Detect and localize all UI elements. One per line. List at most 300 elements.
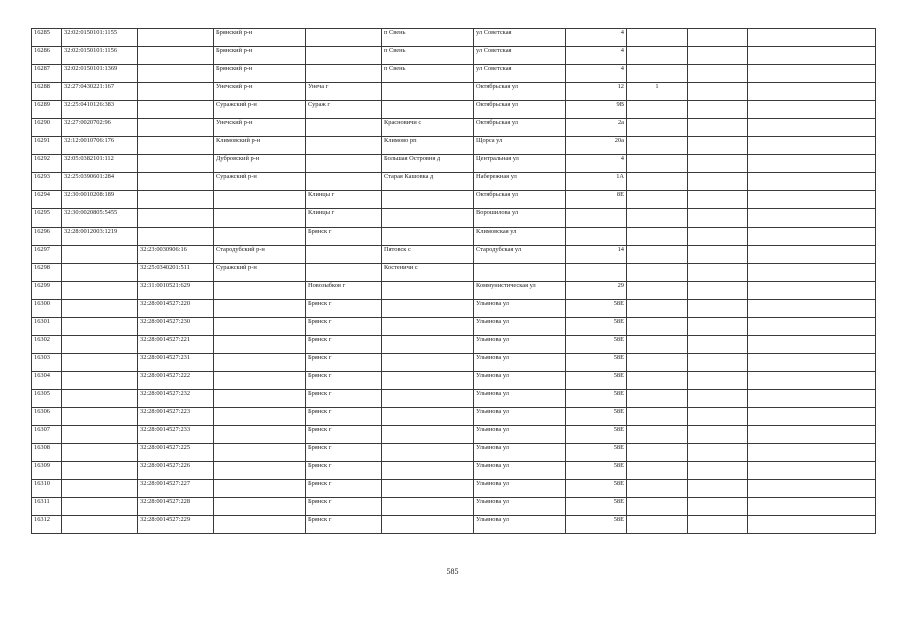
- table-row: [32, 498, 876, 516]
- table-row: [32, 83, 876, 101]
- cell-row-number: 16300: [32, 299, 62, 317]
- cell-settlement: [382, 426, 474, 444]
- cell-settlement: Большая Островня д: [382, 155, 474, 173]
- cell-extra: [688, 444, 748, 462]
- cell-row-number: 16298: [32, 263, 62, 281]
- cell-extra: [688, 462, 748, 480]
- cell-city: [306, 65, 382, 83]
- cell-district: [214, 299, 306, 317]
- cell-building: [627, 281, 688, 299]
- cell-cadastral-number-alt: 32:28:0014527:232: [138, 389, 214, 407]
- cell-cadastral-number-alt: [138, 119, 214, 137]
- cell-cadastral-number-alt: 32:28:0014527:226: [138, 462, 214, 480]
- cell-cadastral-number: [62, 498, 138, 516]
- cell-settlement: [382, 389, 474, 407]
- cell-house-number: 58Е: [566, 516, 627, 534]
- cell-city: [306, 173, 382, 191]
- cell-house-number: 58Е: [566, 480, 627, 498]
- cell-house-number: [566, 209, 627, 227]
- cell-street: Ульянова ул: [474, 444, 566, 462]
- cell-settlement: [382, 227, 474, 245]
- cell-district: Суражский р-н: [214, 173, 306, 191]
- table-row: [32, 299, 876, 317]
- cell-district: [214, 498, 306, 516]
- cell-city: [306, 119, 382, 137]
- cell-settlement: [382, 101, 474, 119]
- cell-building: [627, 498, 688, 516]
- cell-settlement: Костеничи с: [382, 263, 474, 281]
- cell-street: ул Советская: [474, 47, 566, 65]
- cell-extra: [688, 209, 748, 227]
- cell-district: Брянский р-н: [214, 29, 306, 47]
- cell-cadastral-number: [62, 353, 138, 371]
- table-row: [32, 426, 876, 444]
- cell-settlement: [382, 462, 474, 480]
- cell-city: [306, 263, 382, 281]
- cell-street: ул Советская: [474, 29, 566, 47]
- cell-city: Брянск г: [306, 480, 382, 498]
- cell-street: Коммунистическая ул: [474, 281, 566, 299]
- cell-settlement: [382, 371, 474, 389]
- cell-row-number: 16301: [32, 317, 62, 335]
- cell-settlement: [382, 407, 474, 425]
- cell-cadastral-number: 32:02:0150101:1155: [62, 29, 138, 47]
- cell-extra-2: [748, 516, 876, 534]
- cell-settlement: [382, 335, 474, 353]
- cell-building: [627, 480, 688, 498]
- table-row: [32, 317, 876, 335]
- cell-house-number: 8Е: [566, 191, 627, 209]
- cell-city: Сураж г: [306, 101, 382, 119]
- cell-city: Брянск г: [306, 371, 382, 389]
- cell-cadastral-number-alt: 32:28:0014527:228: [138, 498, 214, 516]
- cell-city: Брянск г: [306, 299, 382, 317]
- cell-cadastral-number: 32:05:0382101:112: [62, 155, 138, 173]
- table-row: [32, 335, 876, 353]
- cell-district: [214, 191, 306, 209]
- cell-cadastral-number: 32:02:0150101:1369: [62, 65, 138, 83]
- cell-extra: [688, 137, 748, 155]
- cell-cadastral-number: [62, 335, 138, 353]
- cell-extra: [688, 299, 748, 317]
- cell-street: Щорса ул: [474, 137, 566, 155]
- cell-cadastral-number-alt: [138, 209, 214, 227]
- cell-cadastral-number: 32:02:0150101:1156: [62, 47, 138, 65]
- cell-extra: [688, 389, 748, 407]
- cell-cadastral-number: 32:30:0020805:5455: [62, 209, 138, 227]
- cell-district: Суражский р-н: [214, 263, 306, 281]
- cell-city: Брянск г: [306, 462, 382, 480]
- cell-settlement: [382, 480, 474, 498]
- cell-district: Брянский р-н: [214, 47, 306, 65]
- cell-building: [627, 65, 688, 83]
- cell-building: [627, 335, 688, 353]
- cell-row-number: 16296: [32, 227, 62, 245]
- cell-street: Ульянова ул: [474, 407, 566, 425]
- registry-table: [31, 28, 876, 534]
- cell-cadastral-number-alt: 32:28:0014527:227: [138, 480, 214, 498]
- cell-row-number: 16291: [32, 137, 62, 155]
- cell-settlement: Климово рп: [382, 137, 474, 155]
- cell-extra-2: [748, 407, 876, 425]
- cell-row-number: 16312: [32, 516, 62, 534]
- cell-city: Брянск г: [306, 426, 382, 444]
- cell-extra-2: [748, 498, 876, 516]
- cell-city: Унеча г: [306, 83, 382, 101]
- cell-extra-2: [748, 83, 876, 101]
- cell-building: [627, 245, 688, 263]
- cell-cadastral-number-alt: 32:23:0030906:16: [138, 245, 214, 263]
- cell-street: Октябрьская ул: [474, 83, 566, 101]
- cell-cadastral-number-alt: 32:28:0014527:223: [138, 407, 214, 425]
- cell-row-number: 16286: [32, 47, 62, 65]
- cell-extra-2: [748, 389, 876, 407]
- cell-city: Брянск г: [306, 407, 382, 425]
- cell-cadastral-number-alt: [138, 29, 214, 47]
- cell-city: [306, 29, 382, 47]
- cell-extra: [688, 371, 748, 389]
- cell-extra-2: [748, 173, 876, 191]
- cell-city: Новозыбков г: [306, 281, 382, 299]
- cell-row-number: 16310: [32, 480, 62, 498]
- cell-row-number: 16306: [32, 407, 62, 425]
- cell-street: Ульянова ул: [474, 462, 566, 480]
- cell-district: Унечский р-н: [214, 83, 306, 101]
- cell-extra-2: [748, 353, 876, 371]
- cell-district: [214, 371, 306, 389]
- cell-row-number: 16309: [32, 462, 62, 480]
- cell-district: [214, 281, 306, 299]
- cell-extra-2: [748, 47, 876, 65]
- cell-row-number: 16290: [32, 119, 62, 137]
- cell-extra: [688, 29, 748, 47]
- cell-cadastral-number-alt: 32:28:0014527:221: [138, 335, 214, 353]
- cell-extra-2: [748, 462, 876, 480]
- cell-building: [627, 299, 688, 317]
- cell-cadastral-number: [62, 426, 138, 444]
- cell-district: [214, 480, 306, 498]
- cell-city: Брянск г: [306, 227, 382, 245]
- cell-building: [627, 119, 688, 137]
- cell-extra: [688, 317, 748, 335]
- cell-cadastral-number: 32:25:0390601:284: [62, 173, 138, 191]
- cell-house-number: 58Е: [566, 462, 627, 480]
- cell-building: [627, 389, 688, 407]
- table-row: [32, 227, 876, 245]
- cell-street: Ульянова ул: [474, 299, 566, 317]
- cell-extra: [688, 263, 748, 281]
- cell-cadastral-number: [62, 407, 138, 425]
- cell-city: Брянск г: [306, 498, 382, 516]
- cell-settlement: [382, 83, 474, 101]
- cell-street: Октябрьская ул: [474, 119, 566, 137]
- table-row: [32, 65, 876, 83]
- cell-settlement: [382, 317, 474, 335]
- cell-settlement: [382, 498, 474, 516]
- cell-house-number: 58Е: [566, 317, 627, 335]
- cell-house-number: 12: [566, 83, 627, 101]
- cell-extra-2: [748, 281, 876, 299]
- cell-city: Клинцы г: [306, 191, 382, 209]
- cell-cadastral-number: [62, 371, 138, 389]
- table-row: [32, 353, 876, 371]
- cell-house-number: 58Е: [566, 498, 627, 516]
- cell-cadastral-number-alt: 32:28:0014527:229: [138, 516, 214, 534]
- cell-house-number: 1А: [566, 173, 627, 191]
- cell-city: Брянск г: [306, 335, 382, 353]
- cell-settlement: Пятовск с: [382, 245, 474, 263]
- cell-extra-2: [748, 335, 876, 353]
- cell-street: Ульянова ул: [474, 335, 566, 353]
- cell-street: Ульянова ул: [474, 353, 566, 371]
- cell-cadastral-number-alt: 32:28:0014527:220: [138, 299, 214, 317]
- cell-extra: [688, 119, 748, 137]
- cell-cadastral-number-alt: [138, 191, 214, 209]
- cell-cadastral-number: [62, 516, 138, 534]
- cell-city: [306, 245, 382, 263]
- cell-extra: [688, 516, 748, 534]
- table-row: [32, 47, 876, 65]
- cell-cadastral-number: [62, 317, 138, 335]
- cell-extra-2: [748, 444, 876, 462]
- cell-house-number: 58Е: [566, 335, 627, 353]
- cell-cadastral-number-alt: 32:28:0014527:230: [138, 317, 214, 335]
- cell-row-number: 16285: [32, 29, 62, 47]
- cell-extra-2: [748, 155, 876, 173]
- cell-extra-2: [748, 209, 876, 227]
- cell-cadastral-number: 32:27:0020702:96: [62, 119, 138, 137]
- cell-street: [474, 263, 566, 281]
- cell-extra: [688, 353, 748, 371]
- cell-extra: [688, 498, 748, 516]
- cell-settlement: п Свень: [382, 47, 474, 65]
- cell-extra-2: [748, 263, 876, 281]
- cell-district: [214, 227, 306, 245]
- cell-house-number: 58Е: [566, 444, 627, 462]
- cell-house-number: [566, 227, 627, 245]
- cell-cadastral-number-alt: [138, 65, 214, 83]
- cell-extra-2: [748, 480, 876, 498]
- cell-settlement: Красновичи с: [382, 119, 474, 137]
- cell-row-number: 16294: [32, 191, 62, 209]
- cell-house-number: 58Е: [566, 389, 627, 407]
- cell-cadastral-number-alt: 32:28:0014527:231: [138, 353, 214, 371]
- cell-street: Ульянова ул: [474, 426, 566, 444]
- cell-district: [214, 209, 306, 227]
- cell-extra: [688, 83, 748, 101]
- cell-district: [214, 389, 306, 407]
- cell-house-number: 9В: [566, 101, 627, 119]
- cell-row-number: 16297: [32, 245, 62, 263]
- cell-row-number: 16304: [32, 371, 62, 389]
- cell-row-number: 16295: [32, 209, 62, 227]
- cell-city: Брянск г: [306, 516, 382, 534]
- cell-row-number: 16307: [32, 426, 62, 444]
- cell-settlement: Старая Кашовка д: [382, 173, 474, 191]
- cell-extra-2: [748, 119, 876, 137]
- table-row: [32, 137, 876, 155]
- cell-extra-2: [748, 245, 876, 263]
- table-row: [32, 209, 876, 227]
- cell-cadastral-number: [62, 299, 138, 317]
- cell-street: Ворошилова ул: [474, 209, 566, 227]
- cell-settlement: [382, 444, 474, 462]
- cell-settlement: [382, 191, 474, 209]
- cell-row-number: 16293: [32, 173, 62, 191]
- cell-cadastral-number: [62, 480, 138, 498]
- cell-house-number: 58Е: [566, 371, 627, 389]
- cell-house-number: 4: [566, 29, 627, 47]
- cell-extra: [688, 47, 748, 65]
- cell-extra-2: [748, 65, 876, 83]
- cell-house-number: 58Е: [566, 407, 627, 425]
- cell-building: [627, 29, 688, 47]
- page-number: 585: [446, 567, 459, 576]
- cell-cadastral-number-alt: 32:28:0014527:225: [138, 444, 214, 462]
- table-row: [32, 480, 876, 498]
- table-row: [32, 245, 876, 263]
- cell-house-number: 4: [566, 47, 627, 65]
- cell-street: Ульянова ул: [474, 480, 566, 498]
- cell-row-number: 16299: [32, 281, 62, 299]
- cell-house-number: 14: [566, 245, 627, 263]
- cell-house-number: 20а: [566, 137, 627, 155]
- cell-settlement: [382, 516, 474, 534]
- cell-cadastral-number-alt: 32:25:0340201:511: [138, 263, 214, 281]
- cell-cadastral-number: [62, 389, 138, 407]
- cell-district: [214, 516, 306, 534]
- cell-extra: [688, 281, 748, 299]
- cell-district: [214, 462, 306, 480]
- cell-building: [627, 444, 688, 462]
- cell-district: Унечский р-н: [214, 119, 306, 137]
- cell-cadastral-number-alt: [138, 173, 214, 191]
- cell-row-number: 16288: [32, 83, 62, 101]
- table-row: [32, 101, 876, 119]
- cell-row-number: 16287: [32, 65, 62, 83]
- cell-extra-2: [748, 317, 876, 335]
- cell-building: [627, 227, 688, 245]
- cell-row-number: 16308: [32, 444, 62, 462]
- cell-cadastral-number: 32:27:0430221:167: [62, 83, 138, 101]
- cell-cadastral-number-alt: [138, 47, 214, 65]
- cell-cadastral-number: 32:12:0010706:176: [62, 137, 138, 155]
- cell-street: Ульянова ул: [474, 371, 566, 389]
- table-row: [32, 407, 876, 425]
- cell-district: [214, 317, 306, 335]
- cell-building: 1: [627, 83, 688, 101]
- cell-city: Брянск г: [306, 444, 382, 462]
- cell-house-number: 29: [566, 281, 627, 299]
- cell-district: [214, 407, 306, 425]
- cell-extra-2: [748, 227, 876, 245]
- cell-settlement: п Свень: [382, 65, 474, 83]
- cell-extra: [688, 245, 748, 263]
- cell-settlement: п Свень: [382, 29, 474, 47]
- cell-building: [627, 407, 688, 425]
- cell-street: Стародубская ул: [474, 245, 566, 263]
- cell-street: ул Советская: [474, 65, 566, 83]
- cell-extra: [688, 480, 748, 498]
- cell-row-number: 16311: [32, 498, 62, 516]
- cell-cadastral-number: [62, 281, 138, 299]
- cell-street: Октябрьская ул: [474, 191, 566, 209]
- table-row: [32, 462, 876, 480]
- cell-cadastral-number-alt: [138, 227, 214, 245]
- cell-row-number: 16302: [32, 335, 62, 353]
- cell-district: Дубровский р-н: [214, 155, 306, 173]
- cell-district: [214, 353, 306, 371]
- table-row: [32, 281, 876, 299]
- cell-city: Брянск г: [306, 389, 382, 407]
- cell-building: [627, 516, 688, 534]
- cell-cadastral-number: 32:25:0410126:383: [62, 101, 138, 119]
- cell-building: [627, 426, 688, 444]
- cell-cadastral-number: [62, 462, 138, 480]
- cell-city: [306, 137, 382, 155]
- cell-district: [214, 426, 306, 444]
- cell-building: [627, 462, 688, 480]
- table-row: [32, 444, 876, 462]
- table-row: [32, 29, 876, 47]
- cell-city: Брянск г: [306, 353, 382, 371]
- cell-cadastral-number-alt: [138, 83, 214, 101]
- cell-building: [627, 371, 688, 389]
- cell-cadastral-number-alt: 32:28:0014527:222: [138, 371, 214, 389]
- table-row: [32, 173, 876, 191]
- cell-cadastral-number: [62, 245, 138, 263]
- cell-extra: [688, 65, 748, 83]
- cell-cadastral-number: [62, 444, 138, 462]
- cell-extra-2: [748, 299, 876, 317]
- cell-street: Центральная ул: [474, 155, 566, 173]
- cell-settlement: [382, 299, 474, 317]
- cell-district: [214, 444, 306, 462]
- cell-settlement: [382, 209, 474, 227]
- table-row: [32, 516, 876, 534]
- cell-house-number: 4: [566, 155, 627, 173]
- cell-cadastral-number-alt: 32:28:0014527:233: [138, 426, 214, 444]
- cell-house-number: 58Е: [566, 353, 627, 371]
- cell-building: [627, 263, 688, 281]
- table-row: [32, 371, 876, 389]
- cell-building: [627, 155, 688, 173]
- cell-extra: [688, 407, 748, 425]
- cell-street: Набережная ул: [474, 173, 566, 191]
- cell-extra: [688, 335, 748, 353]
- cell-row-number: 16303: [32, 353, 62, 371]
- cell-row-number: 16305: [32, 389, 62, 407]
- cell-cadastral-number: [62, 263, 138, 281]
- cell-house-number: 4: [566, 65, 627, 83]
- cell-building: [627, 173, 688, 191]
- cell-street: Ульянова ул: [474, 498, 566, 516]
- cell-district: Брянский р-н: [214, 65, 306, 83]
- cell-extra-2: [748, 426, 876, 444]
- cell-settlement: [382, 353, 474, 371]
- cell-house-number: 58Е: [566, 299, 627, 317]
- cell-building: [627, 209, 688, 227]
- cell-building: [627, 101, 688, 119]
- cell-extra-2: [748, 137, 876, 155]
- cell-district: Суражский р-н: [214, 101, 306, 119]
- cell-extra-2: [748, 191, 876, 209]
- cell-extra: [688, 155, 748, 173]
- cell-extra-2: [748, 29, 876, 47]
- cell-settlement: [382, 281, 474, 299]
- table-row: [32, 155, 876, 173]
- cell-cadastral-number-alt: [138, 137, 214, 155]
